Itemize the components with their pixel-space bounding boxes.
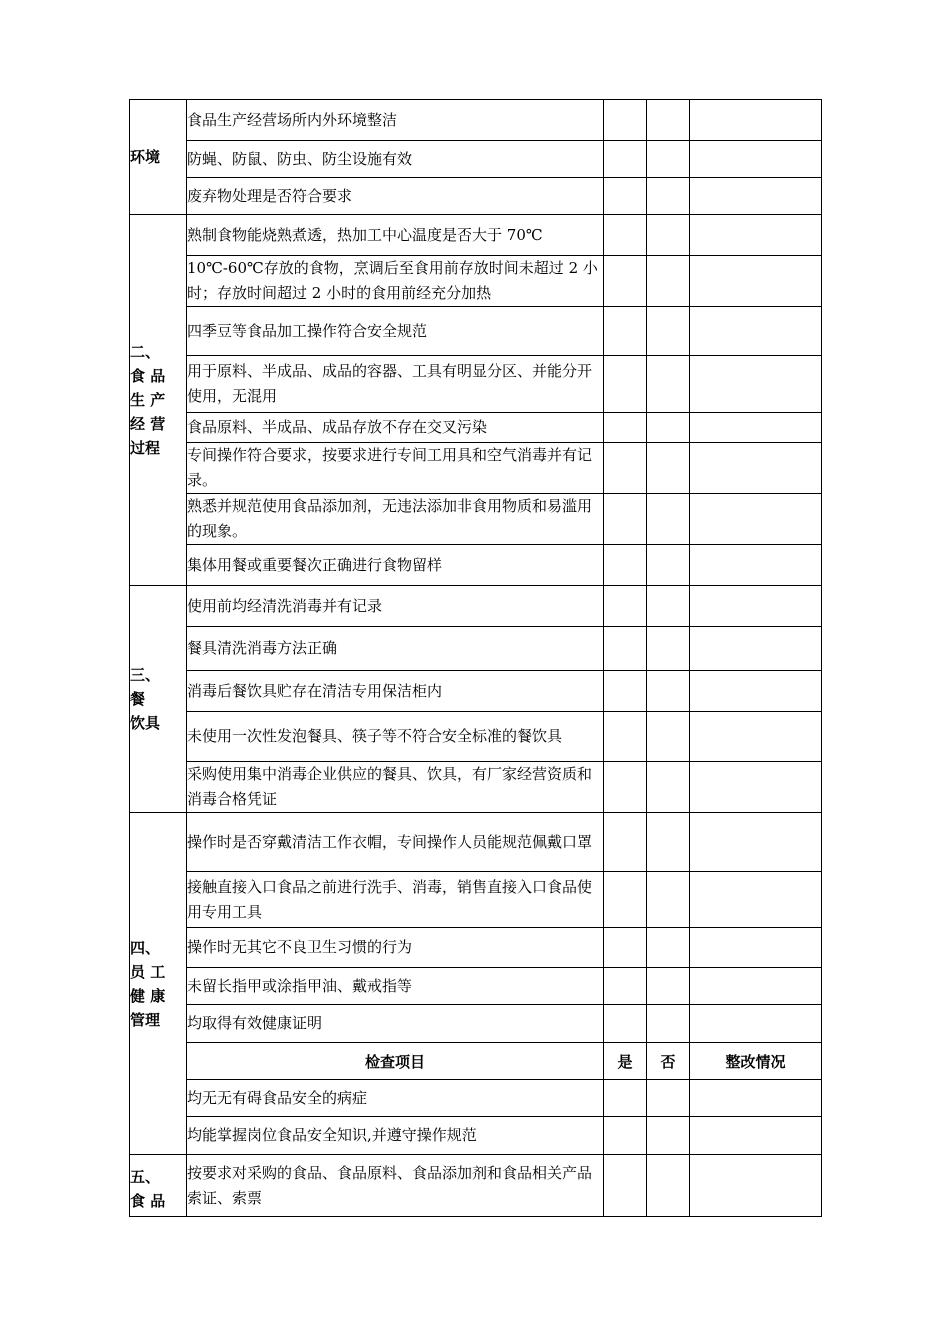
- rectification-cell[interactable]: [690, 928, 822, 968]
- category-label: 二、: [130, 343, 161, 361]
- rectification-cell[interactable]: [690, 1080, 822, 1117]
- yes-cell[interactable]: [604, 178, 647, 215]
- table-row: [130, 413, 822, 443]
- category-label: 生 产: [130, 391, 166, 409]
- check-item: 防蝇、防鼠、防虫、防尘设施有效: [187, 141, 604, 178]
- table-row: [130, 545, 822, 586]
- table-row: [130, 1080, 822, 1117]
- yes-cell[interactable]: [604, 494, 647, 545]
- category-label: 食 品: [130, 367, 166, 385]
- check-item: 专间操作符合要求，按要求进行专间工用具和空气消毒并有记录。: [187, 443, 604, 494]
- rectification-cell[interactable]: [690, 627, 822, 671]
- yes-cell[interactable]: [604, 443, 647, 494]
- no-cell[interactable]: [647, 712, 690, 762]
- table-row: [130, 1005, 822, 1043]
- no-cell[interactable]: [647, 1117, 690, 1155]
- rectification-cell[interactable]: [690, 813, 822, 872]
- category-label: 饮具: [130, 714, 161, 732]
- category-label: 餐: [130, 690, 146, 708]
- yes-cell[interactable]: [604, 413, 647, 443]
- no-cell[interactable]: [647, 1005, 690, 1043]
- table-row: [130, 494, 822, 545]
- header-yes: 是: [604, 1043, 647, 1080]
- yes-cell[interactable]: [604, 813, 647, 872]
- yes-cell[interactable]: [604, 671, 647, 712]
- check-item: 用于原料、半成品、成品的容器、工具有明显分区、并能分开使用，无混用: [187, 356, 604, 413]
- check-item: 废弃物处理是否符合要求: [187, 178, 604, 215]
- table-row: [130, 141, 822, 178]
- rectification-cell[interactable]: [690, 545, 822, 586]
- table-row: [130, 671, 822, 712]
- rectification-cell[interactable]: [690, 215, 822, 256]
- table-row: [130, 356, 822, 413]
- category-cell: [130, 586, 187, 813]
- table-row: [130, 178, 822, 215]
- table-row: [130, 1117, 822, 1155]
- check-item: 按要求对采购的食品、食品原料、食品添加剂和食品相关产品索证、索票: [187, 1155, 604, 1217]
- table-row: [130, 968, 822, 1005]
- yes-cell[interactable]: [604, 928, 647, 968]
- no-cell[interactable]: [647, 545, 690, 586]
- rectification-cell[interactable]: [690, 356, 822, 413]
- rectification-cell[interactable]: [690, 586, 822, 627]
- category-label: 健 康: [130, 986, 166, 1005]
- no-cell[interactable]: [647, 256, 690, 307]
- table-row: [130, 1043, 822, 1080]
- yes-cell[interactable]: [604, 100, 647, 141]
- rectification-cell[interactable]: [690, 712, 822, 762]
- check-item: 10℃-60℃存放的食物，烹调后至食用前存放时间未超过 2 小时；存放时间超过 2 小时的食用前经充分加热: [187, 256, 604, 307]
- rectification-cell[interactable]: [690, 256, 822, 307]
- check-item: 使用前均经清洗消毒并有记录: [187, 586, 604, 627]
- rectification-cell[interactable]: [690, 872, 822, 928]
- header-item: 检查项目: [187, 1043, 604, 1080]
- rectification-cell[interactable]: [690, 762, 822, 813]
- category-label: 食 品: [130, 1191, 166, 1210]
- check-item: 均能掌握岗位食品安全知识,并遵守操作规范: [187, 1117, 604, 1155]
- table-row: [130, 813, 822, 872]
- table-row: [130, 443, 822, 494]
- check-item: 未使用一次性发泡餐具、筷子等不符合安全标准的餐饮具: [187, 712, 604, 762]
- no-cell[interactable]: [647, 1155, 690, 1217]
- yes-cell[interactable]: [604, 356, 647, 413]
- no-cell[interactable]: [647, 671, 690, 712]
- yes-cell[interactable]: [604, 307, 647, 356]
- check-item: 餐具清洗消毒方法正确: [187, 627, 604, 671]
- category-cell: [130, 215, 187, 586]
- table-row: [130, 1155, 822, 1217]
- inspection-table: [129, 99, 822, 1217]
- category-label: 过程: [130, 439, 161, 457]
- no-cell[interactable]: [647, 872, 690, 928]
- no-cell[interactable]: [647, 813, 690, 872]
- category-label: 三、: [130, 666, 161, 684]
- category-cell: [130, 100, 187, 215]
- rectification-cell[interactable]: [690, 671, 822, 712]
- table-row: [130, 215, 822, 256]
- rectification-cell[interactable]: [690, 178, 822, 215]
- check-item: 采购使用集中消毒企业供应的餐具、饮具，有厂家经营资质和消毒合格凭证: [187, 762, 604, 813]
- no-cell[interactable]: [647, 413, 690, 443]
- table-row: [130, 712, 822, 762]
- yes-cell[interactable]: [604, 1155, 647, 1217]
- yes-cell[interactable]: [604, 215, 647, 256]
- category-label: 经 营: [130, 415, 166, 433]
- no-cell[interactable]: [647, 627, 690, 671]
- rectification-cell[interactable]: [690, 413, 822, 443]
- check-item: 均取得有效健康证明: [187, 1005, 604, 1043]
- no-cell[interactable]: [647, 141, 690, 178]
- rectification-cell[interactable]: [690, 1005, 822, 1043]
- check-item: 接触直接入口食品之前进行洗手、消毒，销售直接入口食品使用专用工具: [187, 872, 604, 928]
- category-cell: [130, 813, 187, 1155]
- no-cell[interactable]: [647, 356, 690, 413]
- yes-cell[interactable]: [604, 545, 647, 586]
- yes-cell[interactable]: [604, 1005, 647, 1043]
- yes-cell[interactable]: [604, 872, 647, 928]
- category-label: 环境: [130, 148, 161, 166]
- check-item: 集体用餐或重要餐次正确进行食物留样: [187, 545, 604, 586]
- no-cell[interactable]: [647, 928, 690, 968]
- yes-cell[interactable]: [604, 256, 647, 307]
- check-item: 消毒后餐饮具贮存在清洁专用保洁柜内: [187, 671, 604, 712]
- yes-cell[interactable]: [604, 141, 647, 178]
- yes-cell[interactable]: [604, 1080, 647, 1117]
- yes-cell[interactable]: [604, 762, 647, 813]
- yes-cell[interactable]: [604, 712, 647, 762]
- category-cell: [130, 1155, 187, 1217]
- table-row: [130, 627, 822, 671]
- check-item: 均无无有碍食品安全的病症: [187, 1080, 604, 1117]
- no-cell[interactable]: [647, 762, 690, 813]
- category-label: 四、: [130, 938, 161, 957]
- header-no: 否: [647, 1043, 690, 1080]
- check-item: 操作时是否穿戴清洁工作衣帽，专间操作人员能规范佩戴口罩: [187, 813, 604, 872]
- yes-cell[interactable]: [604, 586, 647, 627]
- header-fix: 整改情况: [690, 1043, 822, 1080]
- yes-cell[interactable]: [604, 968, 647, 1005]
- category-label: 员 工: [130, 962, 166, 981]
- category-label: 管理: [130, 1010, 161, 1029]
- rectification-cell[interactable]: [690, 141, 822, 178]
- rectification-cell[interactable]: [690, 1155, 822, 1217]
- no-cell[interactable]: [647, 215, 690, 256]
- yes-cell[interactable]: [604, 1117, 647, 1155]
- no-cell[interactable]: [647, 1080, 690, 1117]
- no-cell[interactable]: [647, 443, 690, 494]
- check-item: 熟制食物能烧熟煮透，热加工中心温度是否大于 70℃: [187, 215, 604, 256]
- yes-cell[interactable]: [604, 627, 647, 671]
- rectification-cell[interactable]: [690, 968, 822, 1005]
- category-label: 五、: [130, 1167, 161, 1186]
- check-item: 操作时无其它不良卫生习惯的行为: [187, 928, 604, 968]
- rectification-cell[interactable]: [690, 494, 822, 545]
- rectification-cell[interactable]: [690, 307, 822, 356]
- table-row: [130, 586, 822, 627]
- no-cell[interactable]: [647, 968, 690, 1005]
- no-cell[interactable]: [647, 307, 690, 356]
- rectification-cell[interactable]: [690, 1117, 822, 1155]
- no-cell[interactable]: [647, 494, 690, 545]
- check-item: 熟悉并规范使用食品添加剂，无违法添加非食用物质和易滥用的现象。: [187, 494, 604, 545]
- rectification-cell[interactable]: [690, 443, 822, 494]
- table-row: [130, 762, 822, 813]
- table-row: [130, 307, 822, 356]
- no-cell[interactable]: [647, 100, 690, 141]
- check-item: 食品生产经营场所内外环境整洁: [187, 100, 604, 141]
- check-item: 四季豆等食品加工操作符合安全规范: [187, 307, 604, 356]
- rectification-cell[interactable]: [690, 100, 822, 141]
- table-row: [130, 256, 822, 307]
- check-item: 食品原料、半成品、成品存放不存在交叉污染: [187, 413, 604, 443]
- table-row: [130, 100, 822, 141]
- no-cell[interactable]: [647, 586, 690, 627]
- table-row: [130, 872, 822, 928]
- no-cell[interactable]: [647, 178, 690, 215]
- table-row: [130, 928, 822, 968]
- check-item: 未留长指甲或涂指甲油、戴戒指等: [187, 968, 604, 1005]
